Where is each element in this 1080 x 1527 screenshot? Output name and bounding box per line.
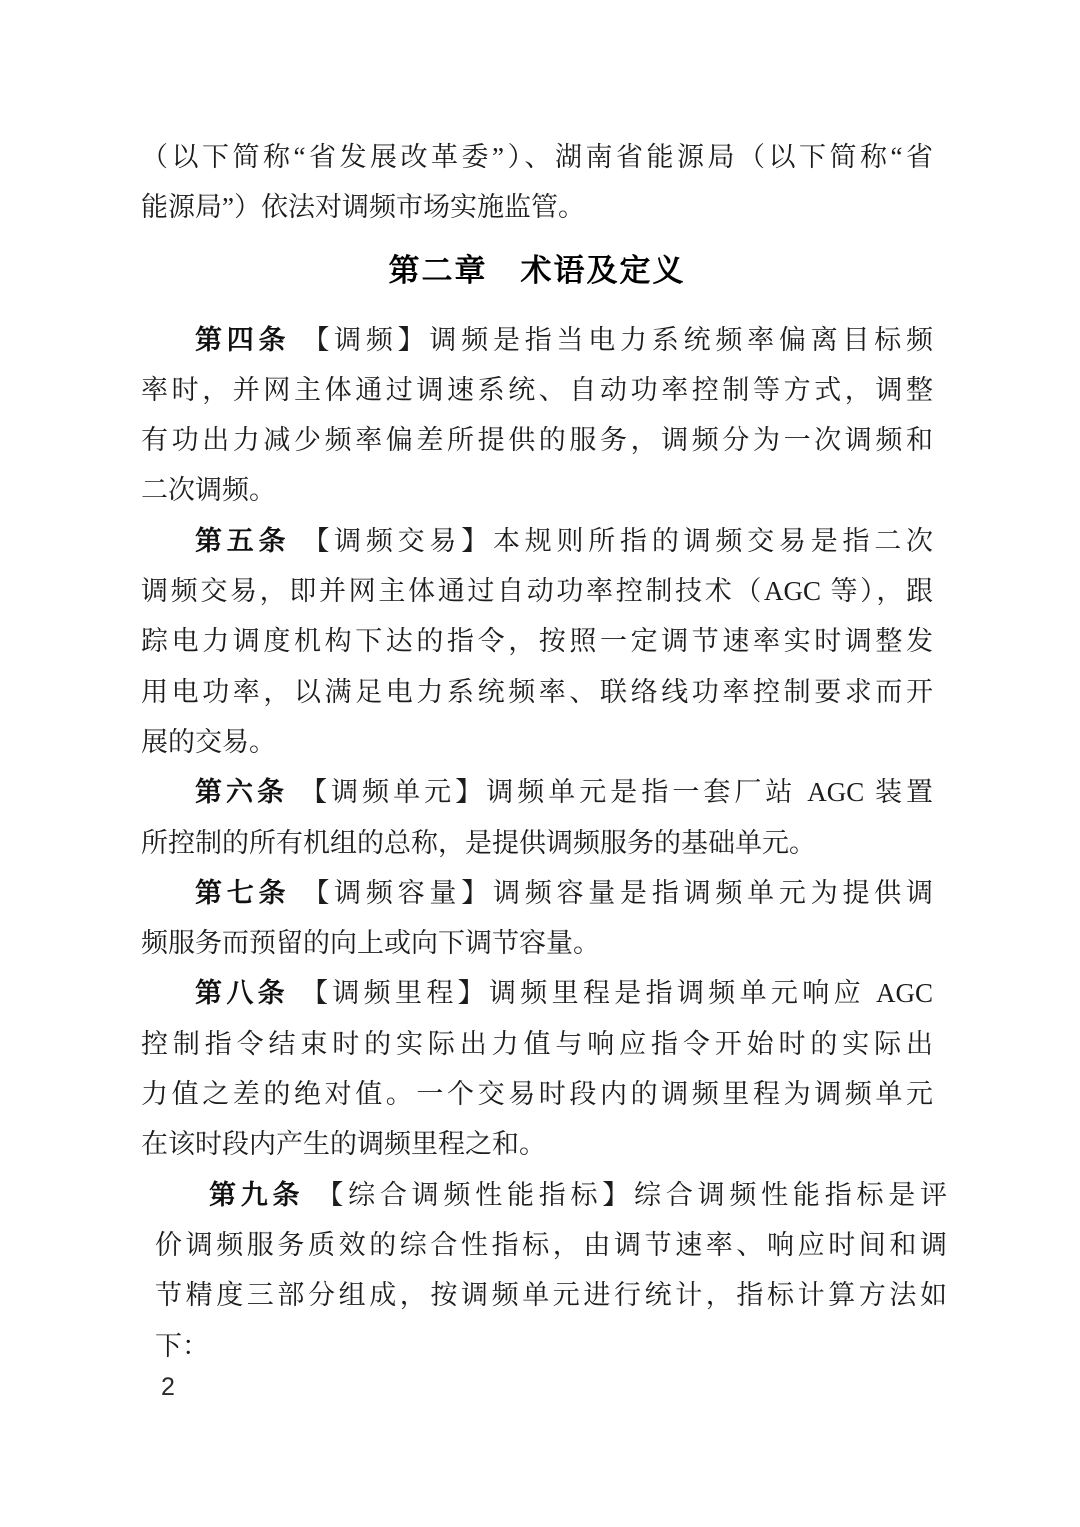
article-5-first-line [141, 516, 933, 566]
chapter-heading: 第二章 术语及定义 [388, 252, 686, 288]
article-5-number: 第五条 [195, 525, 291, 556]
article-4-line: 二次调频。 [141, 475, 276, 506]
article-8-first-line [141, 968, 933, 1018]
article-5-line: 踪电力调度机构下达的指令，按照一定调节速率实时调整发 [141, 626, 933, 657]
article-9-text: 【综合调频性能指标】综合调频性能指标是评 [316, 1179, 948, 1210]
page-number: 2 [161, 1373, 175, 1401]
article-8-line: 控制指令结束时的实际出力值与响应指令开始时的实际出 [141, 1028, 933, 1059]
article-6-first-line [141, 767, 933, 817]
article-4-first-line [141, 315, 933, 365]
article-9-line: 价调频服务质效的综合性指标，由调节速率、响应时间和调 [155, 1229, 947, 1260]
article-6-line: 所控制的所有机组的总称，是提供调频服务的基础单元。 [141, 827, 816, 858]
intro-line: （以下简称“省发展改革委”）、湖南省能源局（以下简称“省 [141, 142, 933, 172]
page-content [141, 132, 948, 1371]
article-7-text: 【调频容量】调频容量是指调频单元为提供调 [302, 877, 934, 908]
article-8-line: 力值之差的绝对值。一个交易时段内的调频里程为调频单元 [141, 1079, 933, 1110]
article-8-line: 在该时段内产生的调频里程之和。 [141, 1129, 546, 1160]
article-9-number: 第九条 [209, 1179, 305, 1210]
article-4-line: 有功出力减少频率偏差所提供的服务，调频分为一次调频和 [141, 425, 933, 456]
article-7-line: 频服务而预留的向上或向下调节容量。 [141, 928, 600, 959]
article-6-number: 第六条 [195, 777, 289, 808]
article-5-line: 调频交易，即并网主体通过自动功率控制技术（AGC 等），跟 [141, 576, 933, 607]
intro-line: 能源局”）依法对调频市场实施监管。 [141, 192, 585, 223]
article-4-number: 第四条 [195, 324, 291, 355]
article-9-line: 节精度三部分组成，按调频单元进行统计，指标计算方法如 [155, 1280, 947, 1311]
article-9-first-line [155, 1170, 947, 1220]
article-6-text: 【调频单元】调频单元是指一套厂站 AGC 装置 [300, 777, 934, 808]
article-8-text: 【调频里程】调频里程是指调频单元响应 AGC [301, 978, 934, 1009]
article-4-line: 率时，并网主体通过调速系统、自动功率控制等方式，调整 [141, 374, 933, 405]
article-5-text: 【调频交易】本规则所指的调频交易是指二次 [302, 525, 934, 556]
article-7-number: 第七条 [195, 877, 291, 908]
article-4-text: 【调频】调频是指当电力系统频率偏离目标频 [302, 324, 934, 355]
article-7-first-line [141, 868, 933, 918]
article-9-line: 下： [155, 1330, 209, 1361]
article-5-line: 展的交易。 [141, 726, 276, 757]
article-5-line: 用电功率，以满足电力系统频率、联络线功率控制要求而开 [141, 676, 933, 707]
article-8-number: 第八条 [195, 978, 289, 1009]
